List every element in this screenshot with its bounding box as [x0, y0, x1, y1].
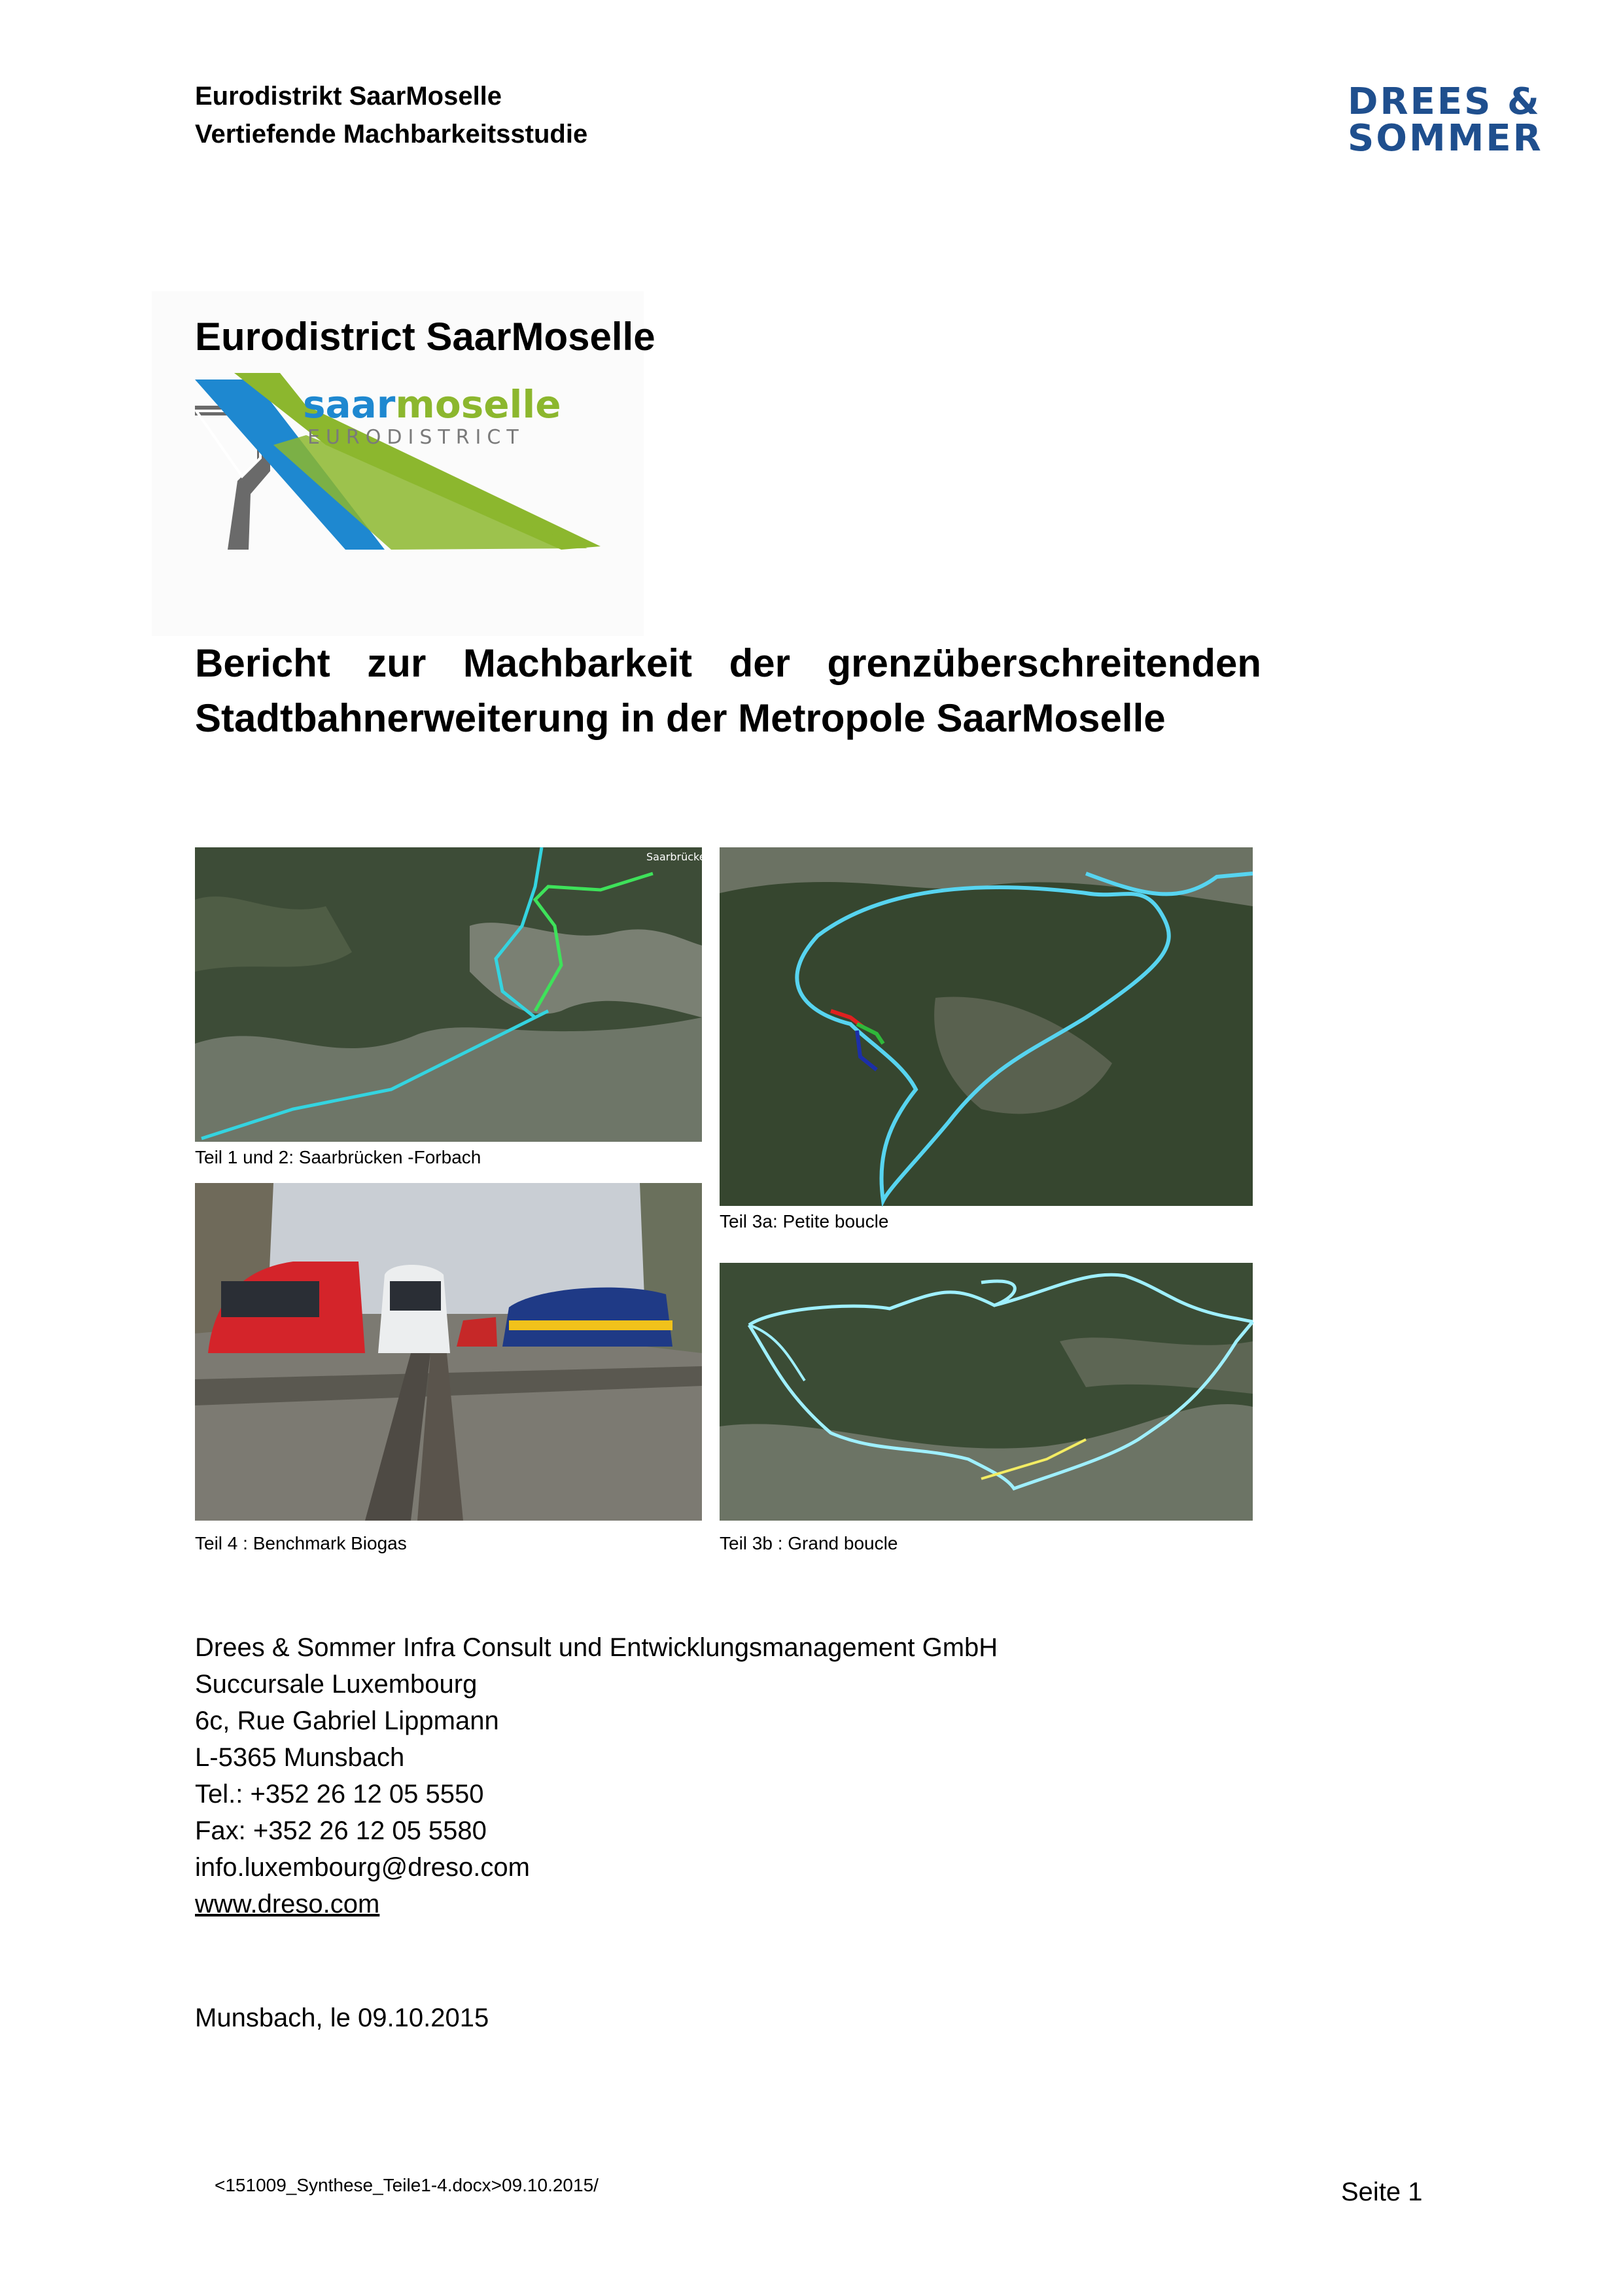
logo-word-moselle: moselle	[395, 382, 561, 427]
address-email: info.luxembourg@dreso.com	[195, 1853, 530, 1882]
page-number: Seite 1	[1341, 2178, 1423, 2206]
map-2-graphic	[720, 847, 1253, 1206]
map-1-graphic	[195, 847, 712, 1142]
caption-teil-1-2: Teil 1 und 2: Saarbrücken -Forbach	[195, 1147, 481, 1167]
footer-file-reference: <151009_Synthese_Teile1-4.docx>09.10.2015/	[215, 2175, 599, 2195]
caption-teil-3a: Teil 3a: Petite boucle	[720, 1211, 889, 1231]
logo-line-1: DREES &	[1348, 80, 1541, 123]
logo-line-2: SOMMER	[1348, 117, 1543, 160]
drees-sommer-logo	[1348, 80, 1577, 162]
caption-teil-3b: Teil 3b : Grand boucle	[720, 1533, 898, 1553]
eurodistrict-heading: Eurodistrict SaarMoselle	[195, 315, 655, 359]
logo-word-saar: saar	[303, 382, 396, 427]
address-company: Drees & Sommer Infra Consult und Entwicklungsmanagement GmbH	[195, 1633, 998, 1662]
header-title: Eurodistrikt SaarMoselle	[195, 82, 502, 111]
map-grand-boucle	[720, 1263, 1253, 1521]
photo-trains-biogas	[195, 1183, 702, 1521]
map-4-graphic	[720, 1263, 1253, 1521]
photo-trains-graphic	[195, 1183, 702, 1521]
map-petite-boucle	[720, 847, 1253, 1206]
saarmoselle-logo	[195, 373, 607, 556]
address-branch: Succursale Luxembourg	[195, 1670, 478, 1699]
website-link[interactable]: www.dreso.com	[195, 1890, 380, 1918]
address-street: 6c, Rue Gabriel Lippmann	[195, 1706, 499, 1735]
date-line: Munsbach, le 09.10.2015	[195, 2004, 489, 2032]
address-fax: Fax: +352 26 12 05 5580	[195, 1816, 487, 1845]
logo-wordmark	[303, 382, 561, 427]
address-city: L-5365 Munsbach	[195, 1743, 405, 1772]
map-saarbruecken-forbach	[195, 847, 712, 1142]
caption-teil-4: Teil 4 : Benchmark Biogas	[195, 1533, 407, 1553]
address-block	[195, 1629, 998, 1922]
logo-tagline: EURODISTRICT	[307, 426, 525, 449]
map-1-label: Saarbrücken	[646, 851, 712, 863]
address-tel: Tel.: +352 26 12 05 5550	[195, 1780, 484, 1809]
header-subtitle: Vertiefende Machbarkeitsstudie	[195, 120, 588, 149]
report-title: Bericht zur Machbarkeit der grenzüberschreitenden Stadtbahnerweiterung in der Metropole SaarMoselle	[195, 641, 1261, 740]
